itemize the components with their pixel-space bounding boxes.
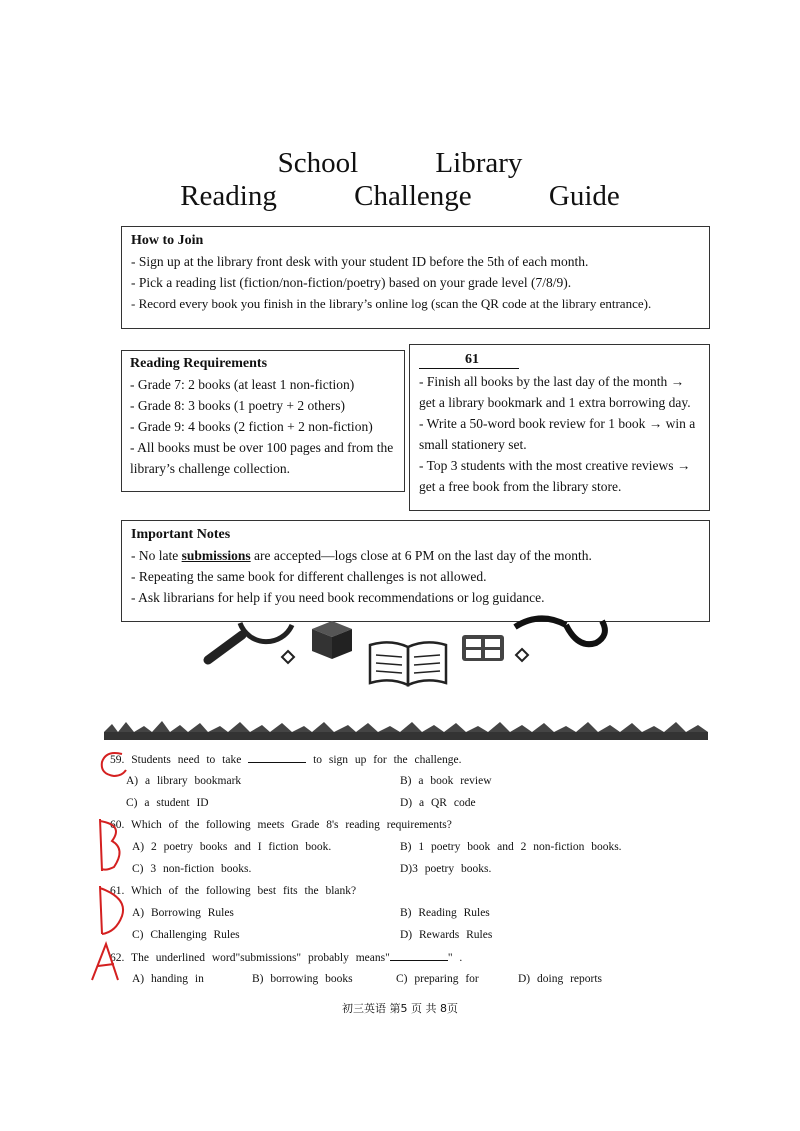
requirements-heading: Reading Requirements	[130, 356, 268, 371]
rewards-box	[409, 344, 710, 511]
join-heading: How to Join	[131, 233, 204, 248]
reading-requirements-box	[121, 350, 405, 492]
note-item	[131, 545, 700, 566]
question-stem: 59. Students need to take	[110, 754, 242, 766]
question-stem: 62. The underlined word"submissions" probably means"	[110, 952, 390, 964]
glasses-icon	[515, 618, 605, 644]
notes-heading: Important Notes	[131, 527, 231, 542]
underlined-word: submissions	[181, 548, 251, 563]
reward-item: - Finish all books by the last day of the month → get a library bookmark and 1 extra borrowing day.	[419, 374, 691, 410]
join-item: - Pick a reading list (fiction/non-fiction/poetry) based on your grade level (7/8/9).	[131, 275, 572, 290]
answer-blank	[390, 951, 448, 961]
option-b: B) a book review	[400, 775, 492, 787]
sparkle-icon	[282, 651, 294, 663]
handwritten-d-mark	[92, 882, 132, 938]
how-to-join-box	[121, 226, 710, 329]
important-notes-box	[121, 520, 710, 622]
sparkle-icon	[516, 649, 528, 661]
option-d: D) doing reports	[518, 973, 603, 985]
open-book-icon	[370, 642, 446, 685]
option-b: B) Reading Rules	[400, 907, 490, 919]
requirement-item: - Grade 7: 2 books (at least 1 non-fiction)	[130, 377, 355, 392]
option-a: A) a library bookmark	[126, 775, 242, 787]
question-stem: to sign up for the challenge.	[313, 754, 462, 766]
requirement-item: - Grade 8: 3 books (1 poetry + 2 others)	[130, 398, 345, 413]
option-a: A) 2 poetry books and I fiction book.	[132, 841, 332, 853]
option-c: C) a student ID	[126, 797, 209, 809]
book-stack-icon	[312, 621, 352, 659]
title-line-2: Reading Challenge Guide	[180, 180, 620, 212]
handwritten-a-mark	[88, 940, 128, 984]
note-item: - Repeating the same book for different challenges is not allowed.	[131, 569, 487, 584]
reward-item: - Top 3 students with the most creative reviews → get a free book from the library store.	[419, 458, 691, 494]
page-footer: 初三英语 第5 页 共 8页	[342, 1002, 458, 1015]
option-d: D)3 poetry books.	[400, 863, 492, 875]
question-62	[110, 951, 462, 964]
note-text: - No late	[131, 548, 182, 563]
requirement-item: - All books must be over 100 pages and from the library’s challenge collection.	[130, 440, 394, 476]
question-60: 60. Which of the following meets Grade 8's reading requirements?	[110, 819, 452, 831]
blank-heading: 61	[419, 352, 519, 369]
question-stem: " .	[447, 952, 463, 964]
title-line-1: School Library	[277, 147, 523, 179]
option-c: C) Challenging Rules	[132, 929, 240, 941]
join-item: - Record every book you finish in the library’s online log (scan the QR code at the library entrance).	[131, 296, 652, 311]
option-d: D) Rewards Rules	[400, 929, 493, 941]
note-item: - Ask librarians for help if you need book recommendations or log guidance.	[131, 590, 545, 605]
reward-item: - Write a 50-word book review for 1 book → win a small stationery set.	[419, 416, 696, 452]
handwritten-b-mark	[90, 815, 130, 875]
option-c: C) 3 non-fiction books.	[132, 863, 252, 875]
question-59	[110, 753, 461, 766]
decorative-icons	[200, 615, 620, 695]
magnifier-icon	[208, 623, 292, 660]
option-c: C) preparing for	[396, 973, 479, 985]
join-item: - Sign up at the library front desk with your student ID before the 5th of each month.	[131, 254, 589, 269]
option-b: B) borrowing books	[252, 973, 353, 985]
option-a: A) handing in	[132, 973, 204, 985]
option-d: D) a QR code	[400, 797, 476, 809]
option-b: B) 1 poetry book and 2 non-fiction books.	[400, 841, 622, 853]
requirement-item: - Grade 9: 4 books (2 fiction + 2 non-fiction)	[130, 419, 373, 434]
grass-divider	[104, 720, 708, 742]
option-a: A) Borrowing Rules	[132, 907, 234, 919]
answer-blank	[248, 753, 306, 763]
bookshelf-icon	[462, 635, 504, 661]
handwritten-c-mark	[96, 748, 136, 784]
question-61: 61. Which of the following best fits the blank?	[110, 885, 357, 897]
note-text: are accepted—logs close at 6 PM on the last day of the month.	[250, 548, 592, 563]
